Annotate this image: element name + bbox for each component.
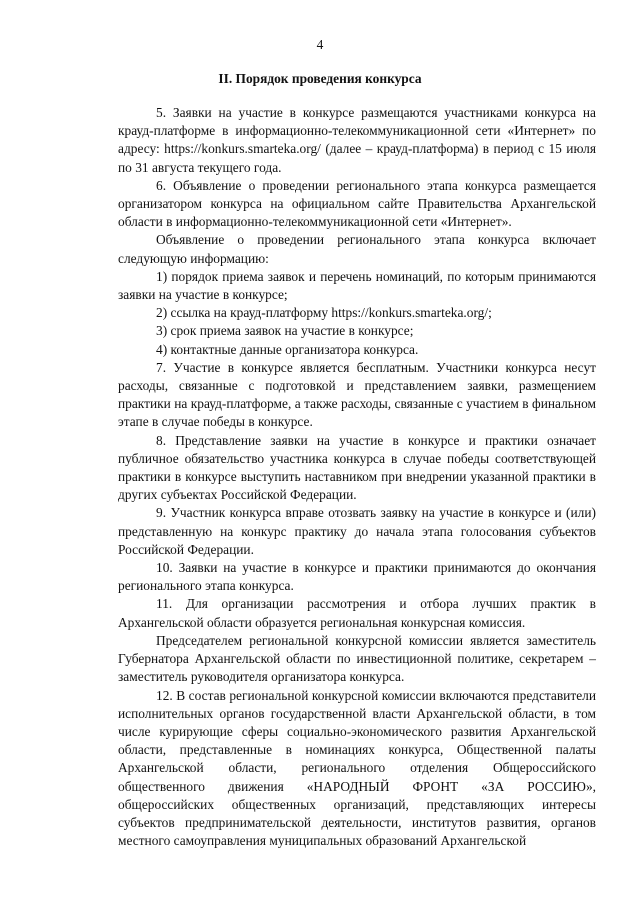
paragraph-5: 5. Заявки на участие в конкурсе размещаются участниками конкурса на крауд-платформе в информационно-телекоммуникационной сети «Интернет» по адресу: https://konkurs.smarteka.org/ (далее – крауд-платформа) в период с 15 июля по 31 августа текущего года. bbox=[118, 105, 596, 175]
paragraph-6-announcement: Объявление о проведении регионального этапа конкурса включает следующую информацию: bbox=[118, 232, 596, 266]
paragraph-12: 12. В состав региональной конкурсной комиссии включаются представители исполнительных органов государственной власти Архангельской области, в том числе курирующие сферы социально-экономического развития Архангельской области, представленные в номинациях конкурса, Общественной палаты Архангельской области, регионального отделения Общероссийского общественного движения «НАРОДНЫЙ ФРОНТ «ЗА РОССИЮ», общероссийских общественных организаций, представляющих интересы субъектов предпринимательской деятельности, институтов развития, органов местного самоуправления муниципальных образований Архангельской bbox=[118, 687, 596, 849]
paragraph-11: 11. Для организации рассмотрения и отбора лучших практик в Архангельской области образуется региональная конкурсная комиссия. bbox=[118, 596, 596, 630]
paragraph-6: 6. Объявление о проведении регионального этапа конкурса размещается организатором конкурса на официальном сайте Правительства Архангельской области в информационно-телекоммуникационной сети «Интернет». bbox=[118, 177, 596, 230]
paragraph-7: 7. Участие в конкурсе является бесплатным. Участники конкурса несут расходы, связанные с подготовкой и представлением заявки, размещением практики на крауд-платформе, а также расходы, связанные с участием в финальном этапе в случае победы в конкурсе. bbox=[118, 359, 596, 430]
list-item-1: 1) порядок приема заявок и перечень номинаций, по которым принимаются заявки на участие в конкурсе; bbox=[118, 268, 596, 303]
document-body bbox=[118, 104, 596, 850]
page-number: 4 bbox=[316, 37, 324, 52]
paragraph-11-chairman: Председателем региональной конкурсной комиссии является заместитель Губернатора Архангельской области по инвестиционной политике, секретарем – заместитель руководителя организатора конкурса. bbox=[118, 632, 596, 685]
list-item-3: 3) срок приема заявок на участие в конкурсе; bbox=[156, 323, 414, 339]
section-heading: II. Порядок проведения конкурса bbox=[218, 71, 422, 86]
paragraph-10: 10. Заявки на участие в конкурсе и практики принимаются до окончания регионального этапа конкурса. bbox=[118, 560, 596, 594]
list-item-4: 4) контактные данные организатора конкурса. bbox=[156, 341, 419, 357]
list-item-2: 2) ссылка на крауд-платформу https://konkurs.smarteka.org/; bbox=[156, 305, 492, 321]
paragraph-9: 9. Участник конкурса вправе отозвать заявку на участие в конкурсе и (или) представленную на конкурс практику до начала этапа голосования субъектов Российской Федерации. bbox=[118, 505, 596, 557]
paragraph-8: 8. Представление заявки на участие в конкурсе и практики означает публичное обязательство участника конкурса в случае победы соответствующей практики в конкурсе выступить наставником при внедрении указанной практики в других субъектах Российской Федерации. bbox=[118, 432, 596, 503]
